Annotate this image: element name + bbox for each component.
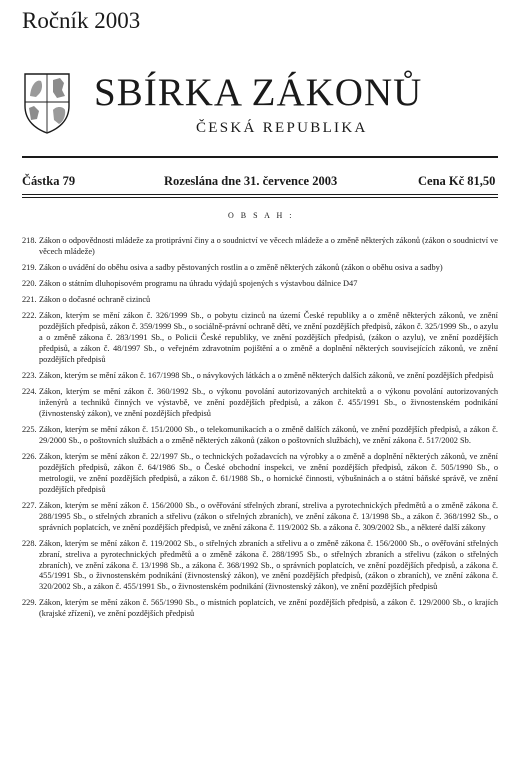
entry-text: Zákon, kterým se mění zákon č. 326/1999 Sb., o pobytu cizinců na území České republiky a o změně některých zákonů, ve znění pozdějších předpisů, zákon č. 359/1999 Sb., o sociálně-právní ochraně dětí, ve znění pozdějších předpisů, zákon č. 325/1999 Sb., o azylu a o změně zákona č. 283/1991 Sb., o Policii České republiky, ve znění pozdějších předpisů, (zákon o azylu), ve znění pozdějších předpisů, a zákon č. 48/1997 Sb., o veřejném zdravotním pojištění a o změně a doplnění některých souvisejících zákonů, ve znění pozdějších předpisů: [39, 311, 498, 364]
entry-text: Zákon o uvádění do oběhu osiva a sadby pěstovaných rostlin a o změně některých zákonů (zákon o oběhu osiva a sadby): [39, 263, 443, 272]
entry-number: 220.: [22, 279, 37, 289]
issue-date: Rozeslána dne 31. července 2003: [164, 174, 338, 188]
entry-text: Zákon, kterým se mění zákon č. 119/2002 Sb., o střelných zbraních a střelivu a o změně zákona č. 156/2000 Sb., o ověřování střelných zbraní, streliva a pyrotechnických předmětů a o změně zákona č. 288/1995 Sb., o střelných zbraních a střelivu (zákon o střelných zbraních), ve znění zákona č. 13/1998 Sb., a zákona č. 368/1992 Sb., o správních poplatcích, ve znění pozdějších předpisů, a zákona č. 455/1991 Sb., o živnostenském podnikání (živnostenský zákon), ve znění pozdějších předpisů, (zákon o zbraních), ve znění zákona č. 320/2002 Sb., a zákon č. 455/1991 Sb., o živnostenském podnikání (živnostenský zákon), ve znění pozdějších předpisů: [39, 538, 498, 592]
entry-text: Zákon o státním dluhopisovém programu na úhradu výdajů spojených s výstavbou dálnice D47: [39, 279, 358, 289]
entry-text: Zákon, kterým se mění zákon č. 167/1998 Sb., o návykových látkách a o změně některých dalších zákonů, ve znění pozdějších předpisů: [39, 371, 494, 380]
country-subtitle: ČESKÁ REPUBLIKA: [196, 120, 368, 136]
entry-number: 218.: [22, 236, 37, 245]
entry-text: Zákon o odpovědnosti mládeže za protiprávní činy a o soudnictví ve věcech mládeže a o změně některých zákonů (zákon o soudnictví ve věcech mládeže): [39, 236, 498, 256]
toc-entry-229: [22, 598, 498, 620]
toc-entry-225: [22, 425, 498, 447]
toc-entry-224: [22, 387, 498, 420]
meta-divider-top: [22, 194, 498, 195]
toc-entry-226: [22, 452, 498, 496]
toc-entry-222: [22, 311, 498, 366]
contents-heading: O B S A H :: [228, 211, 294, 220]
entry-text: Zákon, kterým se mění zákon č. 151/2000 Sb., o telekomunikacích a o změně dalších zákonů, ve znění pozdějších předpisů, a zákon č. 29/2000 Sb., o poštovních službách a o změně některých zákonů (zákon o poštovních službách), ve znění zákona č. 517/2002 Sb.: [39, 425, 498, 445]
entry-text: Zákon, kterým se mění zákon č. 565/1990 Sb., o místních poplatcích, ve znění pozdějších předpisů, a zákon č. 129/2000 Sb., o krajích (krajské zřízení), ve znění pozdějších předpisů: [39, 598, 498, 619]
entry-number: 224.: [22, 387, 37, 397]
entry-number: 229.: [22, 598, 37, 608]
entry-number: 227.: [22, 500, 37, 510]
entry-number: 221.: [22, 295, 37, 305]
issue-part: Částka 79: [22, 174, 76, 188]
toc-entry-227: [22, 501, 498, 534]
entry-number: 222.: [22, 311, 37, 321]
meta-divider-bottom: [22, 197, 498, 198]
toc-entry-218: [22, 236, 498, 258]
volume-label: Ročník 2003: [22, 8, 141, 33]
entry-text: Zákon, kterým se mění zákon č. 22/1997 Sb., o technických požadavcích na výrobky a o změně a doplnění některých zákonů, ve znění pozdějších předpisů, zákon č. 64/1986 Sb., o České obchodní inspekci, ve znění pozdějších předpisů, zákon č. 505/1990 Sb., o metrologii, ve znění pozdějších předpisů, a zákon č. 61/1988 Sb., o hornické činnosti, výbušninách a o státní báňské správě, ve znění pozdějších předpisů: [39, 452, 498, 494]
journal-title: SBÍRKA ZÁKONŮ: [94, 71, 423, 114]
entry-number: 219.: [22, 263, 37, 272]
entry-number: 228.: [22, 538, 37, 548]
coat-of-arms-icon: [22, 72, 72, 134]
toc-entry-220: [22, 279, 498, 290]
entry-number: 226.: [22, 452, 37, 461]
toc-entry-221: [22, 295, 498, 306]
header-divider: [22, 156, 498, 158]
issue-price: Cena Kč 81,50: [418, 174, 496, 188]
table-of-contents: [22, 236, 498, 625]
toc-entry-219: [22, 263, 498, 274]
entry-text: Zákon, kterým se mění zákon č. 360/1992 Sb., o výkonu povolání autorizovaných architektů a o výkonu povolání autorizovaných inženýrů a techniků činných ve výstavbě, ve znění pozdějších předpisů, a zákon č. 455/1991 Sb., o živnostenském podnikání (živnostenský zákon), ve znění pozdějších předpisů: [39, 387, 498, 418]
entry-text: Zákon, kterým se mění zákon č. 156/2000 Sb., o ověřování střelných zbraní, streliva a pyrotechnických předmětů a o změně zákona č. 288/1995 Sb., o střelných zbraních a střelivu (zákon o střelných zbraních), ve znění zákona č. 13/1998 Sb., a zákon č. 368/1992 Sb., o správních poplatcích, ve znění pozdějších předpisů, ve znění zákona č. 119/2002 Sb. a zákona č. 309/2002 Sb., a některé další zákony: [39, 500, 498, 532]
entry-text: Zákon o dočasné ochraně cizinců: [39, 295, 151, 305]
entry-number: 225.: [22, 425, 37, 434]
toc-entry-223: [22, 371, 498, 382]
entry-number: 223.: [22, 371, 37, 380]
toc-entry-228: [22, 539, 498, 594]
